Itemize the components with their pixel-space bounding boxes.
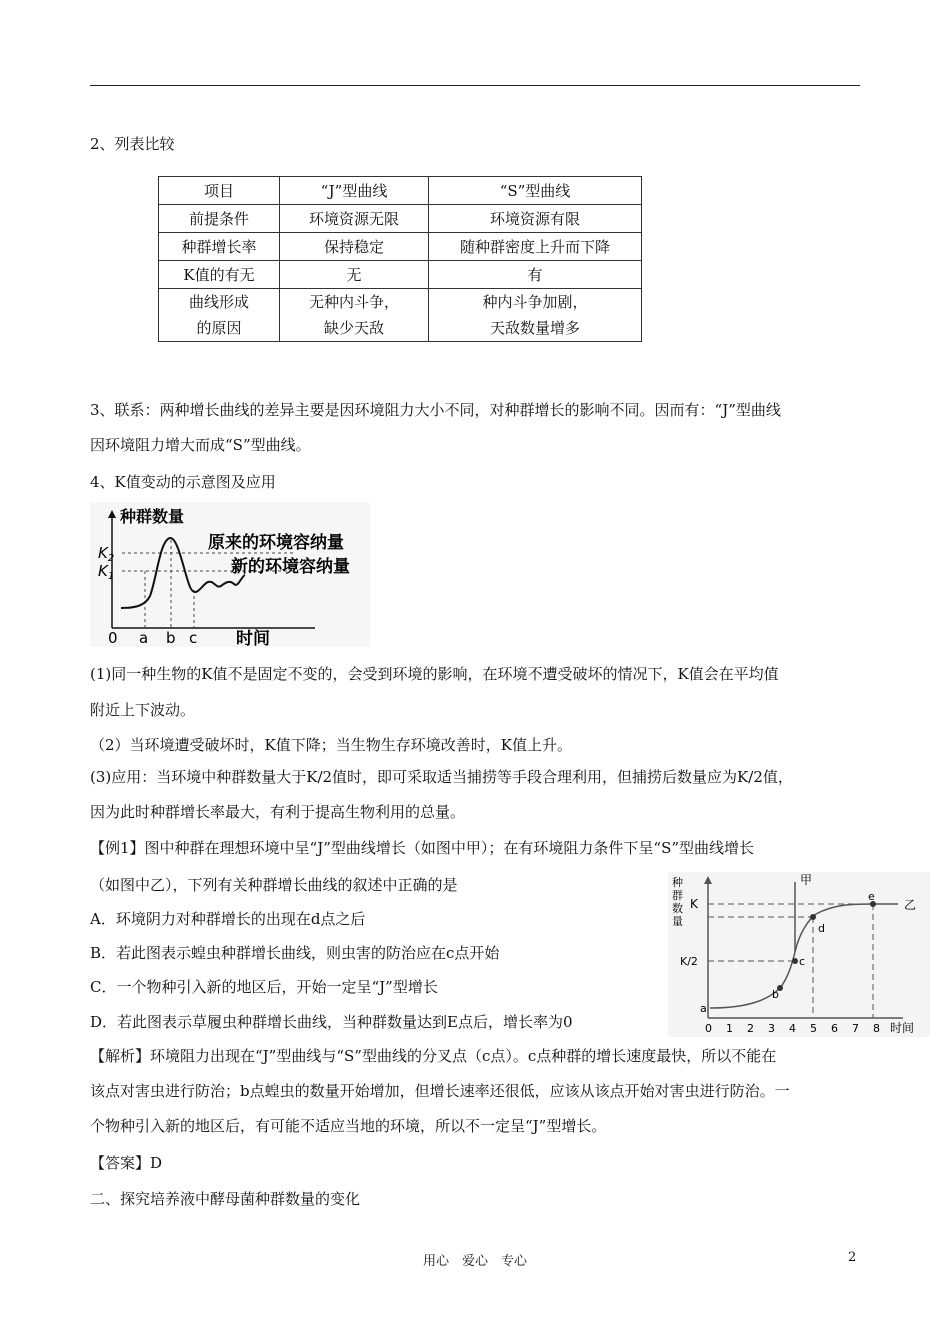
table-cell: 种群增长率	[159, 233, 280, 261]
section-3-line: 因环境阻力增大而成“S”型曲线。	[90, 436, 311, 454]
x-tick-labels	[705, 1022, 880, 1035]
x-tick-label: 1	[726, 1022, 733, 1035]
table-cell: 环境资源有限	[429, 205, 642, 233]
cell-line: 的原因	[196, 319, 242, 337]
analysis-line: 【解析】环境阻力出现在“J”型曲线与“S”型曲线的分叉点（c点）。c点种群的增长速度最快，所以不能在	[90, 1047, 777, 1065]
table-header-cell: “S”型曲线	[429, 177, 642, 205]
original-capacity-label: 原来的环境容纳量	[208, 533, 344, 553]
origin-label: 0	[108, 629, 118, 647]
point-2: （2）当环境遭受破坏时，K值下降；当生物生存环境改善时，K值上升。	[90, 736, 572, 754]
y-label-char: 群	[672, 889, 683, 902]
k-value-figure	[90, 502, 370, 647]
x-tick-label: 6	[831, 1022, 838, 1035]
analysis-line: 该点对害虫进行防治；b点蝗虫的数量开始增加，但增长速率还很低，应该从该点开始对害虫进行防治。一	[90, 1082, 790, 1100]
k2-letter: K	[98, 544, 108, 562]
page-number: 2	[848, 1250, 857, 1265]
point-label-d: d	[818, 922, 825, 935]
jia-label: 甲	[800, 873, 813, 887]
table-row	[159, 233, 642, 261]
x-tick-label: 8	[873, 1022, 880, 1035]
option-c: C．一个物种引入新的地区后，开始一定呈“J”型增长	[90, 978, 438, 996]
table-cell	[280, 289, 429, 342]
table-row	[159, 289, 642, 342]
section-2-title: 2、列表比较	[90, 135, 175, 153]
cell-line: 无种内斗争，	[308, 293, 399, 311]
tick-a: a	[139, 629, 149, 647]
table-cell	[159, 289, 280, 342]
point-d	[810, 914, 816, 920]
point-label-c: c	[799, 955, 806, 968]
table-header-row	[159, 177, 642, 205]
section-two-title: 二、探究培养液中酵母菌种群数量的变化	[90, 1190, 361, 1208]
page-footer: 用心 爱心 专心	[422, 1254, 527, 1269]
x-tick-label: 5	[810, 1022, 817, 1035]
example-line: 【例1】图中种群在理想环境中呈“J”型曲线增长（如图中甲）；在有环境阻力条件下呈“S”型曲线增长	[90, 839, 755, 857]
new-capacity-label: 新的环境容纳量	[231, 557, 350, 577]
y-label-char: 数	[672, 902, 683, 915]
y-label-char: 量	[672, 915, 683, 928]
table-cell: 有	[429, 261, 642, 289]
point-3-line: 因为此时种群增长率最大，有利于提高生物利用的总量。	[90, 803, 466, 821]
option-b: B．若此图表示蝗虫种群增长曲线，则虫害的防治应在c点开始	[90, 944, 500, 962]
k-half-label: K/2	[680, 955, 698, 968]
k1-subscript: 1	[107, 571, 115, 582]
table-cell: 无	[280, 261, 429, 289]
point-c	[792, 958, 798, 964]
x-tick-label: 2	[747, 1022, 754, 1035]
example-line: （如图中乙），下列有关种群增长曲线的叙述中正确的是	[90, 876, 458, 894]
header-rule	[90, 85, 860, 86]
x-tick-label: 0	[705, 1022, 712, 1035]
option-d: D．若此图表示草履虫种群增长曲线，当种群数量达到E点后，增长率为0	[90, 1013, 573, 1031]
table-row	[159, 261, 642, 289]
comparison-table	[158, 176, 642, 342]
k-label: K	[690, 897, 698, 911]
table-header-cell: “J”型曲线	[280, 177, 429, 205]
x-axis-label: 时间	[890, 1021, 915, 1035]
table-cell: K值的有无	[159, 261, 280, 289]
table-row	[159, 205, 642, 233]
analysis-line: 个物种引入新的地区后，有可能不适应当地的环境，所以不一定呈“J”型增长。	[90, 1117, 607, 1135]
y-axis-label: 种群数量	[120, 507, 185, 526]
point-label-a: a	[700, 1002, 707, 1015]
yi-label: 乙	[904, 898, 917, 912]
growth-curve-figure	[668, 872, 930, 1037]
tick-b: b	[166, 629, 176, 647]
section-4-title: 4、K值变动的示意图及应用	[90, 473, 276, 491]
table-cell: 保持稳定	[280, 233, 429, 261]
point-label-e: e	[868, 890, 875, 903]
k2-subscript: 2	[107, 553, 115, 564]
x-tick-label: 4	[789, 1022, 796, 1035]
option-a: A．环境阴力对种群增长的出现在d点之后	[90, 910, 366, 928]
answer: 【答案】D	[90, 1154, 163, 1172]
cell-line: 天敌数量增多	[489, 319, 580, 337]
table-header-cell: 项目	[159, 177, 280, 205]
y-label-char: 种	[672, 876, 683, 889]
tick-c: c	[189, 629, 198, 647]
table-cell	[429, 289, 642, 342]
point-3-line: (3)应用：当环境中种群数量大于K/2值时，即可采取适当捕捞等手段合理利用，但捕捞后数量应为K/2值，	[90, 768, 793, 786]
x-tick-label: 7	[852, 1022, 859, 1035]
table-cell: 随种群密度上升而下降	[429, 233, 642, 261]
cell-line: 缺少天敌	[323, 319, 384, 337]
point-label-b: b	[772, 988, 779, 1001]
table-cell: 环境资源无限	[280, 205, 429, 233]
section-3-line: 3、联系：两种增长曲线的差异主要是因环境阻力大小不同，对种群增长的影响不同。因而有：“J”型曲线	[90, 401, 781, 419]
point-1-line: 附近上下波动。	[90, 701, 196, 719]
table-cell: 前提条件	[159, 205, 280, 233]
cell-line: 曲线形成	[188, 293, 249, 311]
cell-line: 种内斗争加剧，	[482, 293, 588, 311]
k1-letter: K	[98, 562, 108, 580]
point-1-line: (1)同一种生物的K值不是固定不变的，会受到环境的影响，在环境不遭受破坏的情况下，K值会在平均值	[90, 665, 779, 683]
x-tick-label: 3	[768, 1022, 775, 1035]
x-axis-label: 时间	[236, 629, 270, 647]
